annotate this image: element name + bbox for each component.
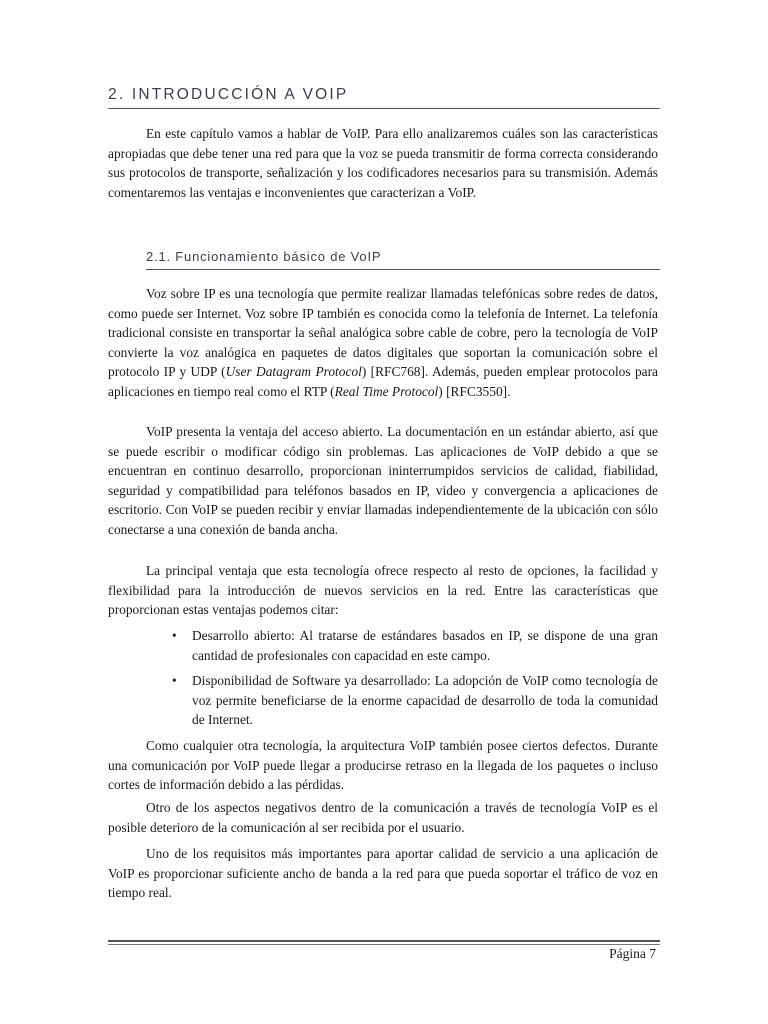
- paragraph-defects: Como cualquier otra tecnología, la arquitectura VoIP también posee ciertos defectos. Durante una comunicación por VoIP puede llegar a producirse retraso en la llegada de los paquetes o incluso cortes de información debido a las pérdidas.: [108, 738, 658, 793]
- page-number: Página 7: [609, 946, 656, 961]
- list-item: [108, 671, 658, 730]
- footer-rule-thin: [108, 944, 660, 945]
- bullet-icon: •: [172, 673, 177, 689]
- paragraph-open-access: VoIP presenta la ventaja del acceso abierto. La documentación en un estándar abierto, así que se puede escribir o modificar código sin problemas. Las aplicaciones de VoIP debido a que se encuentran en continuo desarrollo, proporcionan ininterrumpidos servicios de calidad, fiabilidad, seguridad y compatibilidad para teléfonos basados en IP, video y convergencia a aplicaciones de escritorio. Con VoIP se pueden recibir y enviar llamadas independientemente de la ubicación con sólo conectarse a una conexión de banda ancha.: [108, 424, 658, 537]
- list-item: [108, 626, 658, 665]
- section-heading-rule: [146, 269, 660, 270]
- chapter-heading: 2. INTRODUCCIÓN A VOIP: [108, 86, 349, 103]
- paragraph-negative-aspects: Otro de los aspectos negativos dentro de la comunicación a través de tecnología VoIP es el posible deterioro de la comunicación al ser recibida por el usuario.: [108, 800, 658, 835]
- section-heading: 2.1. Funcionamiento básico de VoIP: [146, 249, 382, 264]
- udp-term: User Datagram Protocol: [225, 364, 362, 380]
- footer-rule: [108, 940, 660, 942]
- rtp-term: Real Time Protocol: [334, 383, 439, 399]
- heading-rule: [108, 108, 660, 109]
- paragraph-voip-definition: [108, 284, 658, 402]
- advantages-list: [108, 626, 658, 736]
- list-item-text: Disponibilidad de Software ya desarrollado: La adopción de VoIP como tecnología de voz permite beneficiarse de la enorme capacidad de desarrollo de toda la comunidad de Internet.: [192, 673, 658, 728]
- bullet-icon: •: [172, 628, 177, 643]
- intro-paragraph: En este capítulo vamos a hablar de VoIP. Para ello analizaremos cuáles son las características apropiadas que debe tener una red para que la voz se pueda transmitir de forma correcta considerando sus protocolos de transporte, señalización y los codificadores necesarios para su transmisión. Además comentaremos las ventajas e inconvenientes que caracterizan a VoIP.: [108, 126, 658, 200]
- p1-text-a: Voz sobre IP es una tecnología que permite realizar llamadas telefónicas sobre redes de datos, como puede ser Internet. Voz sobre IP también es conocida como la telefonía de Internet. La telefonía tradicional consiste en transportar la señal analógica sobre cable de cobre, pero la tecnología de VoIP convierte la voz analógica en paquetes de datos digitales que soportan la comunicación sobre el protocolo IP y UDP (: [108, 286, 658, 380]
- p1-text-c: ) [RFC3550].: [438, 383, 511, 399]
- paragraph-main-advantage: La principal ventaja que esta tecnología ofrece respecto al resto de opciones, la facilidad y flexibilidad para la introducción de nuevos servicios en la red. Entre las características que proporcionan estas ventajas podemos citar:: [108, 563, 658, 618]
- paragraph-bandwidth: Uno de los requisitos más importantes para aportar calidad de servicio a una aplicación de VoIP es proporcionar suficiente ancho de banda a la red para que pueda soportar el tráfico de voz en tiempo real.: [108, 846, 658, 901]
- list-item-text: Desarrollo abierto: Al tratarse de estándares basados en IP, se dispone de una gran cantidad de profesionales con capacidad en este campo.: [192, 628, 658, 663]
- p1-text-b: ) [RFC768]. Además, pueden emplear protocolos para aplicaciones en tiempo real como el RTP (: [108, 364, 658, 399]
